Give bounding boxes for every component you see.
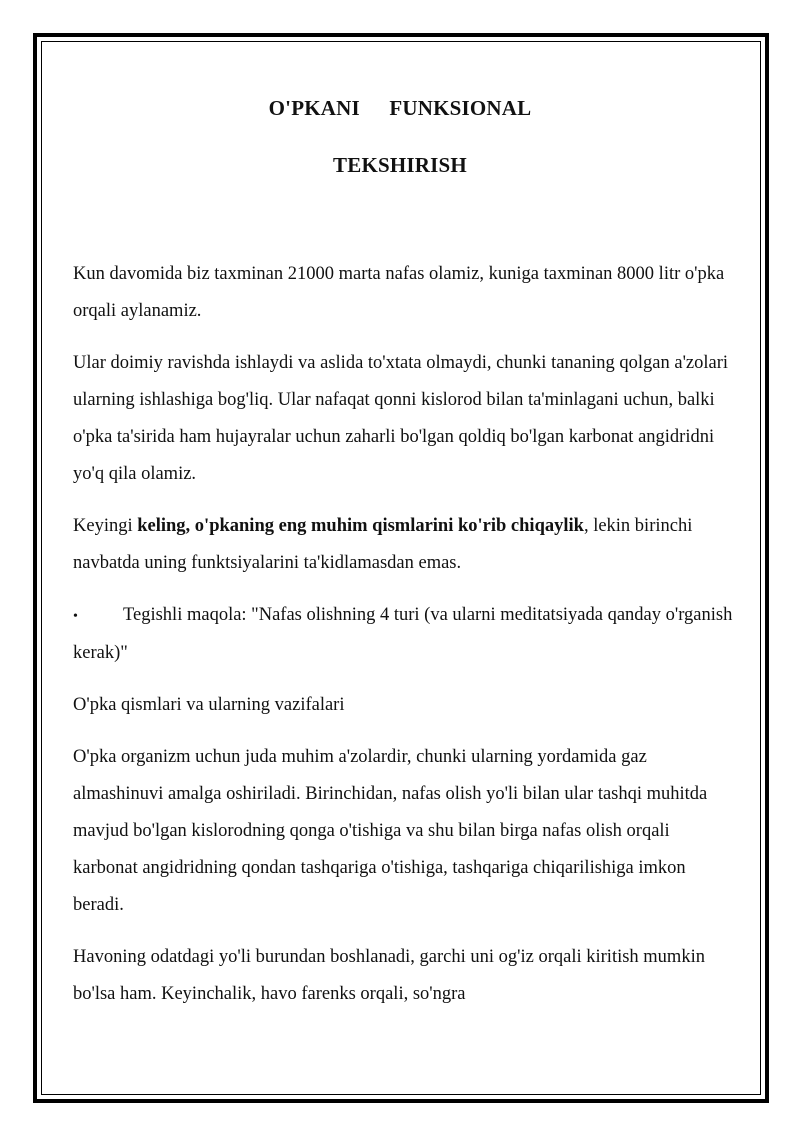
bullet-item [73,597,733,672]
paragraph-7: Havoning odatdagi yo'li burundan boshlanadi, garchi uni og'iz orqali kiritish mumkin bo'lsa ham. Keyinchalik, havo farenks orqali, so'ngra [73,947,705,1004]
paragraph-1: Kun davomida biz taxminan 21000 marta nafas olamiz, kuniga taxminan 8000 litr o'pka orqali aylanamiz. [73,264,725,321]
document-title-line1: O'PKANI FUNKSIONAL [268,96,532,120]
paragraph-3-start: Keyingi [73,516,138,536]
paragraph-3-end: , lekin birinchi navbatda uning funktsiyalarini ta'kidlamasdan emas. [73,516,693,573]
paragraph-6: O'pka organizm uchun juda muhim a'zolardir, chunki ularning yordamida gaz almashinuvi amalga oshiriladi. Birinchidan, nafas olish yo'li bilan ular tashqi muhitda mavjud bo'lgan kislorodning qonga o'tishiga va shu bilan birga nafas olish orqali karbonat angidridning qondan tashqariga o'tishiga, tashqariga chiqarilishiga imkon beradi. [73,747,708,915]
bullet-text: Tegishli maqola: "Nafas olishning 4 turi (va ularni meditatsiyada qanday o'rganish kerak)" [73,605,733,663]
paragraph-3-bold: keling, o'pkaning eng muhim qismlarini ko'rib chiqaylik [137,516,584,536]
paragraph-2: Ular doimiy ravishda ishlaydi va aslida to'xtata olmaydi, chunki tananing qolgan a'zolari ularning ishlashiga bog'liq. Ular nafaqat qonni kislorod bilan ta'minlagani uchun, balki o'pka ta'sirida ham hujayralar uchun zaharli bo'lgan qoldiq bo'lgan karbonat angidridni yo'q qila olamiz. [73,353,729,484]
section-heading: O'pka qismlari va ularning vazifalari [73,695,345,715]
paragraph-3 [73,508,733,582]
document-title-line2: TEKSHIRISH [333,153,467,177]
document-body [73,256,733,1028]
bullet-icon: • [73,609,78,624]
